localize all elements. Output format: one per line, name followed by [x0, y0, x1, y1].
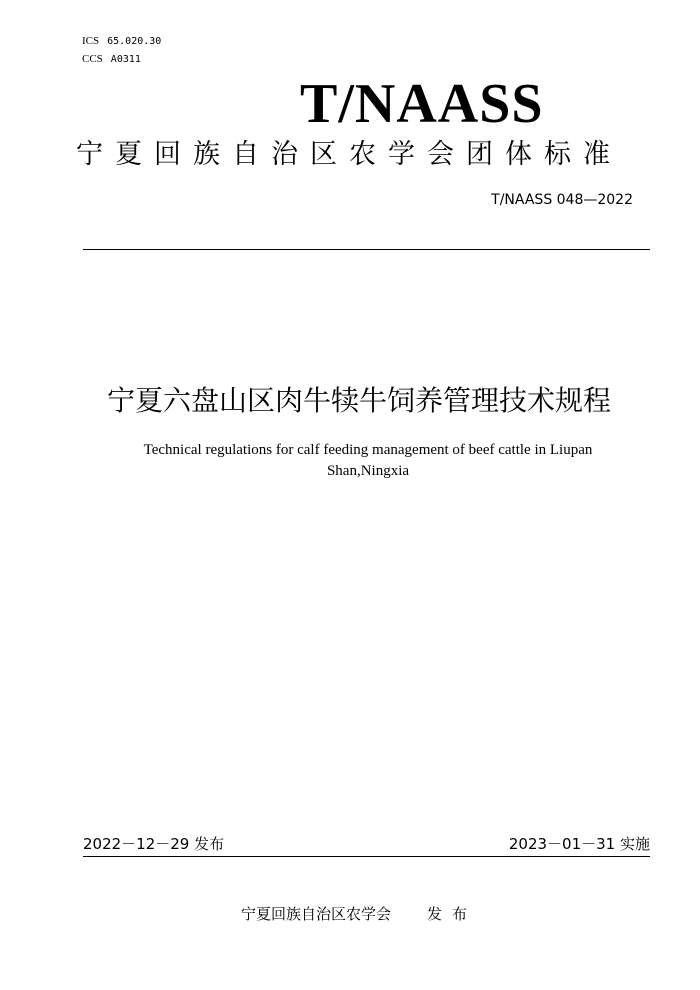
- document-title-english: Technical regulations for calf feeding management of beef cattle in Liupan Shan,Ningxia: [143, 442, 593, 479]
- organization-code: T/NAASS: [300, 73, 544, 135]
- issuer-name: 宁夏回族自治区农学会: [240, 905, 391, 923]
- issuer-line: [0, 905, 700, 923]
- organization-name: 宁夏回族自治区农学会团体标准: [76, 139, 622, 170]
- header-divider: [83, 249, 650, 250]
- document-title-chinese: 宁夏六盘山区肉牛犊牛饲养管理技术规程: [106, 384, 611, 417]
- footer-divider: [83, 856, 650, 857]
- ccs-code-line: [82, 52, 141, 67]
- implementation-date: 2023－01－31 实施: [508, 835, 650, 853]
- ics-value: 65.020.30: [107, 36, 162, 47]
- ccs-value: A0311: [110, 54, 141, 65]
- issue-action: 发布: [427, 905, 478, 923]
- standard-number: T/NAASS 048—2022: [491, 192, 633, 208]
- ccs-label: CCS: [82, 53, 103, 65]
- ics-label: ICS: [82, 35, 100, 47]
- issue-date: 2022－12－29 发布: [83, 835, 225, 853]
- ics-code-line: [82, 34, 161, 49]
